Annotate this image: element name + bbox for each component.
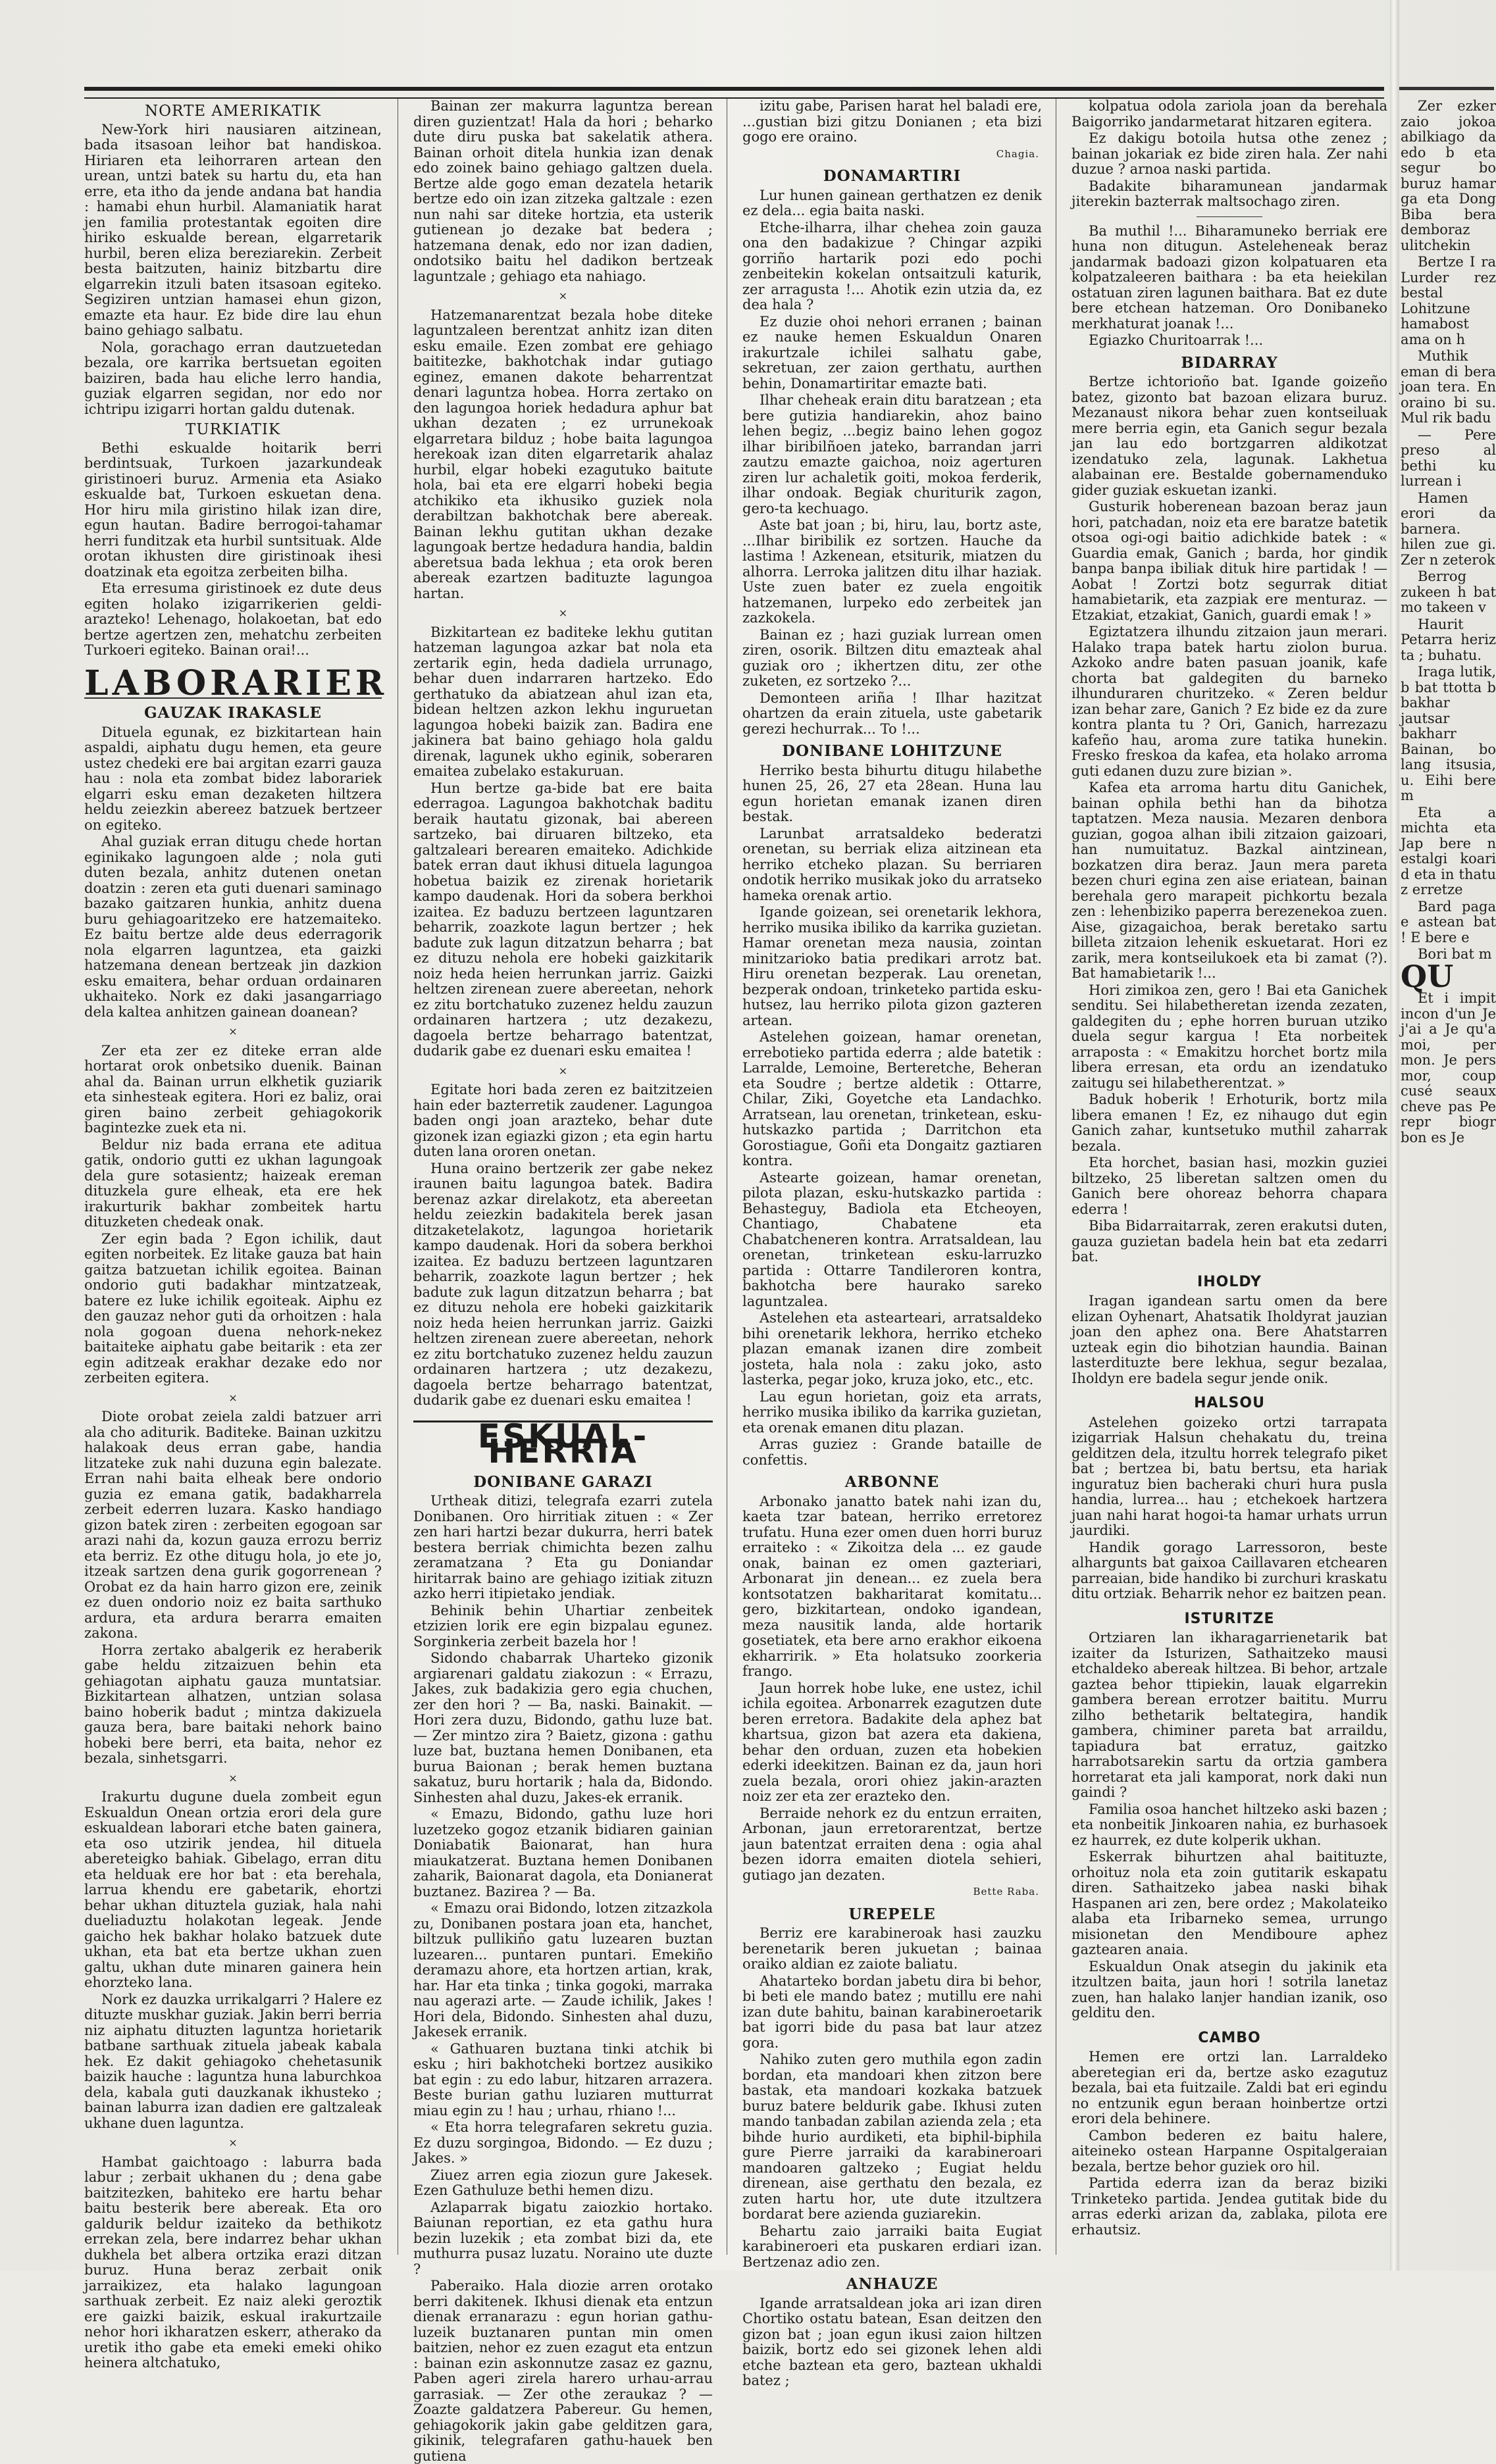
divider xyxy=(1197,216,1262,217)
paragraph: Jaun horrek hobe luke, ene ustez, ichil ichila egoitea. Arbonarrek ezagutzen dute beren erretora. Badakite dela aphez bat khartsua, gizon bat azera eta dakiena, behar den orduan, zuzen eta hobekien ederki ideekitzen. Bainan ez da, jaun hori zuela bezala, orori ohiez jakin-arazten noiz zer eta zer erazteko den. xyxy=(742,1680,1042,1804)
paragraph-fragment: Bard paga e astean bat ! E bere e xyxy=(1401,898,1496,945)
heading-donibane-garazi: DONIBANE GARAZI xyxy=(473,1472,653,1491)
heading-bidarray: BIDARRAY xyxy=(1181,353,1278,372)
paragraph: Egiztatzera ilhundu zitzaion jaun merari. Halako trapa batek hartu ziolon burua. Azkoko andre baten pasuan joanik, kafe chorta bat galdegiten du barneko ilhunduraren churitzeko. « Zeren beldur izan behar zare, Ganich ? Ez bide ez da zure kontra planta tu ? Ori, Ganich, harrezazu kafeño hau, aroma zure tatika hunekin. Fresko freskoa da kafea, eta holako arroma guti edanen duzu zure bizian ». xyxy=(1071,624,1387,779)
heading-isturitze: ISTURITZE xyxy=(1184,1610,1275,1627)
paragraph: Urtheak ditizi, telegrafa ezarri zutela Donibanen. Oro hirritiak zituen : « Zer zen hari hartzi bezar dukurra, herri batek bestera berriak chimichta bezen zalhu zeramatzana ? Eta gu Doniandar hiritarrak baino are gehiago izitiak zituzn azko herri itipietako jendiak. xyxy=(413,1493,713,1601)
paragraph-fragment: Hamen erori da barnera. hilen zue gi. Zer n zeterok xyxy=(1401,490,1496,568)
paragraph: Arbonako janatto batek nahi izan du, kaeta tzar batean, herriko erretorez trufatu. Huna ezer omen duen horri buruz erraiteko : « Zikoitza dela ... ez gaude onak, bainan ez omen gazteriari, Arbonarat jin denean... ez zuela bera kontsotatzen bakharitarat komitatu... gero, bizkitartean, ondoko igandean, meza nausitik landa, alde hortarik gosetiatek, eta bere arno erakhor eikoena ekharririk. » Eta holatsuko zoorkeria frango. xyxy=(742,1493,1042,1679)
heading-iholdy: IHOLDY xyxy=(1197,1273,1262,1290)
paragraph: Partida ederra izan da beraz biziki Trinketeko partida. Jendea gutitak bide du arras ederki arizan da, zablaka, pilota ere erhautsiz. xyxy=(1071,2175,1387,2238)
paragraph: Irakurtu dugune duela zombeit egun Eskualdun Onean ortzia erori dela gure eskualdean laborari etche baten gainera, eta oso utzirik jendea, hil dituela abereteigko bahiak. Gibelago, erran ditu eta helduak ere hor bat : eta berehala, larrua khendu ere gabetarik, ehortzi behar ukhan dituztela guziak, hala nahi dueliaduztu holakotan legeak. Jende gaicho hek bakhar holako batzuek dute ukhan, eta bat eta bertze ukhan zuen galtu, ukhan dute minaren gainera hein ehorzteko lana. xyxy=(84,1789,382,1990)
heading-fragment: QU xyxy=(1401,958,1454,994)
section-mark: × xyxy=(558,1064,568,1077)
paragraph: Biba Bidarraitarrak, zeren erakutsi duten, gauza guzietan badela hein bat eta zedarri bat. xyxy=(1071,1218,1387,1265)
paragraph-fragment: Iraga lutik, b bat ttotta b bakhar jautsar bakharr Bainan, bo lang itsusia, u. Eihi bere m xyxy=(1401,664,1496,803)
paragraph: Zer egin bada ? Egon ichilik, daut egiten norbeitek. Ez litake gauza bat hain gaitza batzuetan ichilik egoitea. Bainan ondorio guti badakhar mintzatzeak, batere ez luke ichilik egoiteak. Aiphu ez den gauzaz nehor guti da orhoitzen : hala nola gogoan duena nehork-nekez baitaiteke aiphatu gabe beitarik : eta zer egin aditzeak erakhar dezake edo nor zerbeiten egitera. xyxy=(84,1230,382,1386)
paragraph: Behartu zaio jarraiki baita Eugiat karabineroeri eta puskaren erdiari izan. Bertzenaz adio zen. xyxy=(742,2223,1042,2270)
heading-cambo: CAMBO xyxy=(1198,2029,1261,2046)
paragraph: Nork ez dauzka urrikalgarri ? Halere ez dituzte muskhar guziak. Jakin berri berria niz aiphatu dituzten laguntza horietarik batbane sarthuak zituela jabeak kabala hek. Ez dakit gehiagoko chehetasunik baizik hauche : laguntza huna laburchkoa dela, kabala guti dauzkanak ikhusteko ; bainan laburra izan dadien ere galtzaleak ukhane duen laguntza. xyxy=(84,1991,382,2131)
paragraph-fragment: Berrog zukeen h bat mo takeen v xyxy=(1401,568,1496,615)
paragraph: Eskerrak bihurtzen ahal baitituzte, orhoituz nola eta zoin gutitarik eskapatu diren. Sathaitzeko jabea naski bihak Haspanen ari zen, bere ordez ; Makolateiko alaba eta Iribarneko semea, urrungo misionetan den Mendiboure aphez gaztearen anaia. xyxy=(1071,1849,1387,1957)
section-mark: × xyxy=(228,2136,238,2149)
heading-donamartiri: DONAMARTIRI xyxy=(823,167,962,185)
section-mark: × xyxy=(558,607,568,619)
paragraph: Herriko besta bihurtu ditugu hilabethe hunen 25, 26, 27 eta 28ean. Huna lau egun horietan emanak izanen diren bestak. xyxy=(742,762,1042,824)
paragraph: Baduk hoberik ! Erhoturik, bortz mila libera emanen ! Ez, ez nihaugo dut egin Ganich zahar, kuntsetuko muthil zaharrak bezala. xyxy=(1071,1092,1387,1154)
paragraph: Hori zimikoa zen, gero ! Bai eta Ganichek senditu. Sei hilabetheretan izenda zezaten, galdegiten du ; ephe horren buruan utziko duela segur kargua ! Eta norbeitek arraposta : « Emakitzu horchet bortz mila libera erresan, eta ordu an izendatuko zaitugu sei hilabetherentzat. » xyxy=(1071,982,1387,1091)
heading-donibane-lohitzune: DONIBANE LOHITZUNE xyxy=(782,742,1002,760)
column-2 xyxy=(413,98,713,2464)
paragraph: izitu gabe, Parisen harat hel baladi ere, ...gustian bizi gitzu Donianen ; eta bizi gogo ere oraino. xyxy=(742,98,1042,145)
section-mark: × xyxy=(228,1025,238,1038)
paragraph: Dituela egunak, ez bizkitartean hain aspaldi, aiphatu dugu hemen, eta geure ustez chedeki ere bai argitan ezarri gauza hau : nola eta zombat bidez laborariek elgarri esku eman dezaketen hiltzera heldu zeiezkin abereez batzuek bertzeer on egiteko. xyxy=(84,724,382,833)
heading-anhauze: ANHAUZE xyxy=(846,2275,939,2293)
heading-laborarier: LABORARIER xyxy=(84,663,388,703)
paragraph-fragment: Bori bat m xyxy=(1418,946,1492,962)
heading-turkiatik: TURKIATIK xyxy=(185,421,281,438)
paragraph: Handik gorago Larressoron, beste alhargunts bat gaixoa Caillavaren etchearen parreaian, bide handiko bi zurchuri kraskatu ditu ortziak. Beharrik nehor ez baitzen pean. xyxy=(1071,1539,1387,1601)
paragraph-fragment: Zer ezker zaio jokoa abilkiago da edo b eta segur bo buruz hamar ga eta Dong Biba bera demboraz ulitchekin xyxy=(1401,98,1496,253)
signature: Chagia. xyxy=(996,147,1039,160)
paragraph: kolpatua odola zariola joan da berehala Baigorriko jandarmetarat hitzaren egitera. xyxy=(1071,98,1387,130)
heading-norte-amerikatik: NORTE AMERIKATIK xyxy=(145,103,321,120)
paragraph-fragment: Et i impit incon d'un Je j'ai a Je qu'a moi, per mon. Je pers mor, coup cusé seaux cheve pas Pe repr biogr bon es Je xyxy=(1401,990,1496,1145)
paragraph: Egiazko Churitoarrak !... xyxy=(1089,332,1264,348)
paragraph: Astelehen goizeko ortzi tarrapata izigarriak Halsun chehakatu du, treina gelditzen dela, itzultu horrek telegrafo piket bat ; bertzea bi, batu bertsu, eta hariak inguratuz bien bacheraki churi hura pusla handia, lurrea... hau ; etchekoek hartzera juan nahi harat hogoi-ta hamar urhats urrun jaurdiki. xyxy=(1071,1414,1387,1538)
paragraph: Kafea eta arroma hartu ditu Ganichek, bainan ophila bethi han da bihotza taptatzen. Meza nausia. Mezaren denbora guzian, gogoa alhan ibili zitzaion gaizoari, han numuitatuz. Bazkal aintzinean, bozkatzen dira beraz. Jaun mera pareta bezen churi egina zen aise eriatean, bainan berehala gero marapeit pichkortu bezala zen : lehenbiziko paperra berezenekoa zuen. Aise, gizagaichoa, berak beretako sartu billeta zitzaion lehenik eskuetarat. Hori ez zarik, mera kontseilukoek eta bi zamat (?). Bat hamabietarik !... xyxy=(1071,780,1387,981)
paragraph: Berraide nehork ez du entzun erraiten, Arbonan, jaun erretorarentzat, bertze jaun batentzat erraiten dena : ogia ahal bezen idorra emaiten diotela sehieri, gutiago jan dezaten. xyxy=(742,1805,1042,1883)
paragraph: Ortziaren lan ikharagarrienetarik bat izaiter da Isturizen, Sathaitzeko mausi etchaldeko abereak hiltzea. Bi behor, artzale gaztea behor ttipiekin, lauak elgarrekin gambera berean errotzer baititu. Murru zilho bethetarik beltategira, handik gambera, chiminer pareta bat arraildu, tapiadura bat erratuz, gaitzko harrabotsarekin sartu da ortzia gambera horretarat eta jali kamporat, nork daki nun gaindi ? xyxy=(1071,1630,1387,1800)
paragraph: Astelehen eta astearteari, arratsaldeko bihi orenetarik lekhora, herriko etcheko plazan emanak izanen dire zombeit josteta, hala nola : zaku joko, asto lasterka, pegar joko, kruza joko, etc., etc. xyxy=(742,1310,1042,1388)
paragraph: Zer eta zer ez diteke erran alde hortarat orok onbetsiko duenik. Bainan ahal da. Bainan urrun elkhetik guziarik eta sinhesteak egitera. Hori ez baliz, orai giren baino zerbeit gehiagokorik bagintezke zuek eta ni. xyxy=(84,1042,382,1136)
paragraph-fragment: Bertze I ra Lurder rez bestal Lohitzune hamabost ama on h xyxy=(1401,254,1496,347)
paragraph: Lau egun horietan, goiz eta arrats, herriko musika ibiliko da karrika guzietan, eta orenak emanen ditu plazan. xyxy=(742,1388,1042,1436)
column-4 xyxy=(1071,99,1387,2255)
paragraph: Sidondo chabarrak Uharteko gizonik argiarenari galdatu ziakozun : « Errazu, Jakes, zuk badakizia gero egia chuchen, zer den hori ? — Ba, naski. Bainakit. — Hori zera duzu, Bidondo, gathu luze bat. — Zer mintzo zira ? Baietz, gizona : gathu luze bat, buztana hemen Donibanen, eta burua Baionan ; berak hemen buztana sakatuz, buru hortarik ; hala da, Bidondo. Sinhesten ahal duzu, Jakes-ek erranik. xyxy=(413,1650,713,1805)
paragraph: Bethi eskualde hoitarik berri berdintsuak, Turkoen jazarkundeak giristinoeri buruz. Armenia eta Asiako eskualde bat, Turkoen eskuetan dena. Hor hiru mila giristino hilak izan dire, egun hautan. Badire berrogoi-tahamar herri funditzak eta hurbil suntsituak. Alde orotan ikhusten dire giristinoak ihesi doatzinak eta egoitza zerbeiten bilha. xyxy=(84,440,382,580)
paragraph: « Eta horra telegrafaren sekretu guzia. Ez duzu sorgingoa, Bidondo. — Ez duzu ; Jakes. » xyxy=(413,2119,713,2166)
paragraph: Bertze ichtorioño bat. Igande goizeño batez, gizonto bat bazoan elizara buruz. Mezanaust nikora behar zuen kontseiluak mere berria egin, eta Ganich segur bezala jan lau edo bortzgarren aldikotzat izendatuko zela, lagunak. Lakhetua alabainan ere. Bestalde gobernamenduko gider guziak eskuetan izanki. xyxy=(1071,374,1387,498)
heading-arbonne: ARBONNE xyxy=(844,1473,940,1491)
paragraph: Demonteen ariña ! Ilhar hazitzat ohartzen da erain zituela, uste gabetarik gerezi hechurrak... To !... xyxy=(742,690,1042,737)
paragraph: Ba muthil !... Biharamuneko berriak ere huna non ditugun. Asteleheneak beraz jandarmak badoazi gizon kolpatuaren eta kolpatzaleeren baithara : ba eta heiekilan ostatuan ziren lagunen baithara. Bat ez dute bere etchean hatzeman. Oro Donibaneko merkhaturat joanak !... xyxy=(1071,222,1387,332)
paragraph-fragment: Eta a michta eta Jap bere n estalgi koari d eta in thatu z erretze xyxy=(1401,804,1496,897)
paragraph: Eskualdun Onak atsegin du jakinik eta itzultzen baita, jaun hori ! sotrila lanetaz zuen, han halako lanjer handian izanik, oso gelditu den. xyxy=(1071,1958,1387,2021)
paragraph: Aste bat joan ; bi, hiru, lau, bortz aste, ...Ilhar biribilik ez sortzen. Hauche da lastima ! Azkenean, etsiturik, miatzen du alhorra. Lerroka jalitzen ditu ilhar haziak. Uste zuen bater ez zuela engoitik hatzemanen, lurpeko edo zerbeitek jan zazkokela. xyxy=(742,517,1042,626)
paragraph: Igande goizean, sei orenetarik lekhora, herriko musika ibiliko da karrika guzietan. Hamar orenetan meza nausia, zointan minitzarioko batia predikari arrotz bat. Hiru orenetan bezperak. Lau orenetan, bezperak ondoan, trinketeko partida esku-hutsez, lau herriko pilota gizon gazteren artean. xyxy=(742,904,1042,1028)
paragraph-fragment: — Pere preso al bethi ku lurrean i xyxy=(1401,426,1496,489)
paragraph: Nahiko zuten gero muthila egon zadin bordan, eta mandoari khen zitzon bere bastak, eta mandoari kozkaka batzuek buruz batere beldurik gabe. Ikhusi zuten mando tanbadan zabilan azienda zela ; eta bihde hurio aurdiketi, eta biphil-biphila gure Pierre jarraiki da karabineroari mandoaren galtzeko ; Eugiat heldu direnean, aise gerthatu den bezala, ez zuten hartu hor, ute dute itzultzera bordarat bere azienda guziarekin. xyxy=(742,2051,1042,2222)
paragraph: Badakite biharamunean jandarmak jiterekin bazterrak maltsochago ziren. xyxy=(1071,178,1387,209)
paragraph: Paberaiko. Hala diozie arren orotako berri dakitenek. Ikhusi dienak eta entzun dienak erranarazu : egun horian gathu-luzeik buztanaren puntan min omen baitzien, nehor ez zuen ezagut eta entzun : bainan ezin askonnutze zasaz ez gaznu, Paben ageri zirela harero urhau-arrau garrasiak. — Zer othe zeraukaz ? — Zoazte galdatzera Pabereur. Gu hemen, gehiagokorik jakin gabe gelditzen gara, gikinik, telegrafaren gathu-hauek ben gutiena xyxy=(413,2278,713,2464)
paragraph: Etche-ilharra, ilhar chehea zoin gauza ona den badakizue ? Chingar azpiki gorriño hartarik pozi edo pochi zenbeitekin kokelan ontsaitzuli katurik, zer arragusta !... Ahotik ezin utzia da, ez dea hala ? xyxy=(742,219,1042,313)
heading-halsou: HALSOU xyxy=(1194,1395,1265,1411)
paragraph: « Emazu orai Bidondo, lotzen zitzazkola zu, Donibanen postara joan eta, hanchet, biltzuk pullikiño gatu luzearen buztan luzearen... puntaren puntari. Emekiño deramazu ahore, eta hortzen artian, krak, har. Har eta tinka ; tinka gogoki, marraka nau agerazi arte. — Zaude ichilik, Jakes ! Hori dela, Bidondo. Sinhesten ahal duzu, Jakesek erranik. xyxy=(413,1900,713,2040)
page-fold xyxy=(1390,0,1399,2271)
column-1 xyxy=(84,99,388,2371)
paragraph: Ziuez arren egia ziozun gure Jakesek. Ezen Gathuluze bethi hemen dizu. xyxy=(413,2167,713,2198)
paragraph: Hatzemanarentzat bezala hobe diteke laguntzaleen berentzat anhitz izan diten esku emaile. Ezen zombat ere gehiago baititezke, bakhotchak indar gutiago eginez, emanen dakote beharrentzat denari laguntza hobea. Horra zertako on den lagungoa horiek hedadura aphur bat ukhan dezaten ; ez urrunekoak elgarretara bilduz ; hobe baita lagungoa herekoak izan diten elgarretarik ahalaz hurbil, elgar hobeki ezagutuko baitute hola, bai eta ere elgarri hobeki begia atchikiko eta ikhusiko guziek nola derabiltzan bakhotchak bere abereak. Bainan lekhu gutitan ukhan dezake lagungoak bertze hedadura handia, baldin aberetsua bada lekhua ; eta orok beren abereak ezartzen badituzte lagungoa hartan. xyxy=(413,307,713,601)
paragraph: Bizkitartean ez baditeke lekhu gutitan hatzeman lagungoa azkar bat nola eta zertarik egin, heda dadiela urrunago, behar duen indarraren hartzeko. Edo gerthatuko da abiatzean ahul izan eta, bidean heltzen azkon lekhu inguruetan lagungoa hobeki baizik zan. Badira ene jakinera bat baino gehiago hola galdu direnak, lagunek ukho eginik, soberaren emaitea zubelako estakuruan. xyxy=(413,624,713,779)
paragraph: Horra zertako abalgerik ez heraberik gabe heldu zitzaizuen behin eta gehiagotan aiphatu gauza muntatsiar. Bizkitartean alhatzen, untzian solasa baino hoberik badut ; mintza dakizuela gauza bera, bare baitaki nehork baino hobeki bere berri, eta baita, nehor ez bezala, sinhetsgarri. xyxy=(84,1642,382,1766)
heading-urepele: UREPELE xyxy=(848,1905,936,1923)
paragraph: Beldur niz bada errana ete aditua gatik, ondorio gutti ez ukhan lagungoak dela gure sotasientz; haizeak ereman dituzkela gure elheak, eta ere hek irakurturik bakhar zombeitek hartu dituzketen chedeak onak. xyxy=(84,1136,382,1230)
paragraph: « Gathuaren buztana tinki atchik bi esku ; hiri bakhotcheki bortzez ausikiko bat egin : zu edo labur, hitzaren arrazera. Beste burian gathu luziaren mutturrat miau egin zu ! hau ; urhau, rhiano !... xyxy=(413,2040,713,2119)
paragraph: Eta horchet, basian hasi, mozkin guziei biltzeko, 25 liberetan saltzen omen du Ganich bere ohoreaz behorra chapara ederra ! xyxy=(1071,1155,1387,1217)
section-mark: × xyxy=(558,289,568,302)
paragraph: Eta erresuma giristinoek ez dute deus egiten holako izigarrikerien geldi-arazteko! Lehenago, holakoetan, bat edo bertze agertzen zen, mehatchu zerbeiten Turkoeri egiteko. Bainan orai!... xyxy=(84,580,382,658)
top-rule-next-page xyxy=(1395,87,1494,95)
paragraph: Ilhar cheheak erain ditu baratzean ; eta bere gutizia handiarekin, ahoz baino lehen begiz, ...begiz baino lehen gogoz ilhar biribilñoen jateko, barrandan jarri zautzu emazte gaichoa, noiz agerturen ziren lur achaletik goiti, mokoa ferderik, ilhar ondoak. Begiak churiturik zagon, gero-ta kechuago. xyxy=(742,392,1042,516)
paragraph: Berriz ere karabineroak hasi zauzku berenetarik beren jukuetan ; bainaa oraiko aldian ez zaiote baliatu. xyxy=(742,1925,1042,1972)
paragraph: Ez dakigu botoila hutsa othe zenez ; bainan jokariak ez bide ziren hala. Zer nahi duzue ? arnoa naski partida. xyxy=(1071,130,1387,177)
column-3 xyxy=(742,98,1042,2388)
paragraph: Astelehen goizean, hamar orenetan, errebotieko partida ederra ; alde batetik : Larralde, Lemoine, Berteretche, Beheran eta Soudre ; bertze aldetik : Ottarre, Chilar, Ziki, Goyetche eta Landachko. Arratsean, lau orenetan, trinketean, esku-hutskazko partida ; Darritchon eta Gorostiague, Goñi eta Dongaitz gaztiaren kontra. xyxy=(742,1029,1042,1169)
paragraph-fragment: Haurit Petarra heriz ta ; buhatu. xyxy=(1401,616,1496,663)
paragraph: Lur hunen gainean gerthatzen ez denik ez dela... egia baita naski. xyxy=(742,187,1042,218)
paragraph: Ahal guziak erran ditugu chede hortan eginikako lagungoen alde ; nola guti duten bezala, anhitz dutenen onetan doatzin : zeren eta guti duenari saminago bazako gaitzaren hunkia, anhitz duena buru gehiagoaritzeko ere hatzemaiteko. Ez baitu bertze alde deus ederragorik nola elgarren laguntzea, eta gaizki hatzemana denean bertzeak jin dazkion esku emaitera, behar orduan ordainaren ukhaiteko. Nork ez daki jasangarriago dela kaltea anhitzen gainean doanean? xyxy=(84,834,382,1020)
paragraph: « Emazu, Bidondo, gathu luze hori luzetzeko gogoz etzanik bidiaren gainian Doniabatik Baionarat, han hura miaukatzerat. Buztana hemen Donibanen zaharik, Baionarat dagola, eta Donianerat buztanez. Bazirea ? — Ba. xyxy=(413,1806,713,1899)
paragraph: Iragan igandean sartu omen da bere elizan Oyhenart, Ahatsatik Iholdyrat jauzian joan den aphez ona. Bere Ahatstarren uzteak egin dio bihotzian haundia. Bainan lasterdituzte bere lekhua, segur bezalaa, Iholdyn ere badela segur jende onik. xyxy=(1071,1293,1387,1386)
paragraph: Bainan ez ; hazi guziak lurrean omen ziren, osorik. Biltzen ditu emazteak ahal guziak oro ; ikhertzen ditu, zer othe zuketen, ez sortzeko ?... xyxy=(742,626,1042,689)
column-5-cutoff xyxy=(1401,99,1496,2255)
section-mark: × xyxy=(228,1391,238,1404)
top-rule xyxy=(84,87,1384,99)
section-mark: × xyxy=(228,1771,238,1784)
paragraph-fragment: Muthik eman di bera joan tera. En oraino bi su. Mul rik badu xyxy=(1401,348,1496,426)
paragraph: Diote orobat zeiela zaldi batzuer arri ala cho aditurik. Baditeke. Bainan uzkitzu halakoak deus erran gabe, handia litzateke zuk nahi duzuna egin balezate. Erran nahi baita elheak bere ondorio guzia ez emana gatik, badakharrela zerbeit ederren luzara. Kasko handiago gizon batek ziren : zerbeiten egogoan sar arazi nahi da, kozun gauza errozu berriz eta berriz. Ez othe ditugu hola, jo ete jo, itzeak sartzen dena gurik gogorrenean ? Orobat ez da hain harro gizon ere, zeinik ez duen ondorio noiz ez baita sarthuko ardura, eta ardura berarra emaiten zakona. xyxy=(84,1409,382,1641)
paragraph: Ez duzie ohoi nehori erranen ; bainan ez nauke hemen Eskualdun Onaren irakurtzale ichilei salhatu gabe, sekretuan, zer zaion gerthatu, aurthen behin, Donamartiritar emazte bati. xyxy=(742,313,1042,391)
paragraph: Hambat gaichtoago : laburra bada labur ; zerbait ukhanen du ; dena gabe baitzitezken, bahiteko ere hartu behar baitu besterik bere abereak. Eta oro galdurik beldur izaiteko da bethikotz errekan zela, bere indarrez behar ukhan dukhela bet albera ortzika erazi ditzan buruz. Huna beraz zerbait onik jarraikizez, eta halako lagungoan sarthuak zerbeit. Ez naiz aleki geroztik ere gaizki baizik, eskual irakurtzaile nehor hori ikharatzen eskerr, atherako da uretik itho gabe eta emeki emeki ohiko heinera altchatuko, xyxy=(84,2153,382,2371)
paragraph: Astearte goizean, hamar orenetan, pilota plazan, esku-hutskazko partida : Behasteguy, Badiola eta Etcheoyen, Chantiago, Chabatene eta Chabatcheneren kontra. Arratsaldean, lau orenetan, trinketean esku-larruzko partida : Ottarre Tandileroren kontra, bakhotcha bere haurako sareko laguntzalea. xyxy=(742,1169,1042,1309)
heading-gauzak-irakasle: GAUZAK IRAKASLE xyxy=(143,704,322,722)
paragraph: Azlaparrak bigatu zaiozkio hortako. Baiunan reportian, ez eta gathu hura bezin luzekik ; eta zombat bizi da, ete muthurra pusaz luzatu. Noraino ute duzte ? xyxy=(413,2199,713,2277)
paragraph: Behinik behin Uhartiar zenbeitek etzizien lorik ere egin bizpalau egunez. Sorginkeria zerbeit bazela hor ! xyxy=(413,1602,713,1649)
paragraph: Familia osoa hanchet hiltzeko aski bazen ; eta nonbeitik Jinkoaren nahia, ez burhasoek ez haurrek, ez dute kolperik ukhan. xyxy=(1071,1801,1387,1848)
paragraph: Bainan zer makurra laguntza berean diren guzientzat! Hala da hori ; beharko dute diru puska bat sakelatik athera. Bainan orhoit ditela hunkia izan denak edo zoinek baino gehiago galtzen duela. Bertze alde gogo eman dezatela hetarik bertze edo oin izan zitzeka galtzale : ezen nun nahi sar diteke hortzia, eta usterik gutienean jo dezake bat bedera ; hatzemana denak, edo nor izan dadien, ondotsiko baitu hel dadikon bertzeak laguntzale ; gehiago eta nahiago. xyxy=(413,98,713,284)
paragraph: Gusturik hoberenean bazoan beraz jaun hori, patchadan, noiz eta ere baratze batetik otsoa ogi-ogi baitio adichkide batek : « Guardia emak, Ganich ; barda, hor gindik banpa banpa ibiliak dituk hire partidak ! — Aobat ! Zortzi botz segurrak ditiat hamabietarik, eta zazpiak ere menturaz. — Etzakiat, etzakiat, Ganich, guardi emak ! » xyxy=(1071,499,1387,623)
paragraph: Larunbat arratsaldeko bederatzi orenetan, su berriak eliza aitzinean eta herriko etcheko plazan. Su berriaren ondotik herriko musikak joko du arratseko hameka orenak artio. xyxy=(742,825,1042,903)
paragraph: Ahatarteko bordan jabetu dira bi behor, bi beti ele mando batez ; mutillu ere nahi izan dute bahitu, bainan karabineroetarik bat igorri bide du pasa bat laur atzez gora. xyxy=(742,1973,1042,2051)
paragraph: Huna oraino bertzerik zer gabe nekez iraunen baitu lagungoa batek. Badira berenaz azkar direlakotz, eta abereetan heldu zeiezkin badakitela berek jasan ditzaketelakotz, lagungoa horietarik kampo daudenak. Hori da sobera berkhoi izaitea. Ez baduzu bertzeen laguntzaren beharrik, zoazkote lagun bertzer ; hek badute zuk lagun ditzatzun beharra ; bat ez dituzu nehola ere hobeki gaizkitarik noiz heda heien herrunkan jarriz. Gaizki heltzen zirenean zuere abereetan, nehork ez zitu bortchatuko zuzenez heldu zauzun ordainaren hartzera ; utz dezakezu, dagoela bertze beharrago batentzat, dudarik gabe ez duenari esku emaitea ! xyxy=(413,1160,713,1408)
paragraph: Arras guziez : Grande bataille de confettis. xyxy=(742,1436,1042,1468)
paragraph: Hemen ere ortzi lan. Larraldeko aberetegian eri da, bertze asko ezagutuz bezala, bai eta fuitzaile. Zaldi bat eri egindu no entzunik egun beraan hoinbertze ortzi erori dela behinere. xyxy=(1071,2049,1387,2126)
paragraph: Igande arratsaldean joka ari izan diren Chortiko ostatu batean, Esan deitzen den gizon bat ; joan egun ikusi zaion hiltzen baizik, bortz edo sei gizonek lehen aldi etche baztean eta gero, baztean ukhaldi batez ; xyxy=(742,2295,1042,2388)
paragraph: New-York hiri nausiaren aitzinean, bada itsasoan leihor bat handiskoa. Hiriaren eta leihorraren artean den urean, untzi batek su hartu du, eta han erre, eta itho da jende andana bat handia : hamabi ehun hurbil. Alamaniatik harat jen familia protestantak egoiten dire hiriko eskualde berean, elgarretarik hurbil, beren eliza bereziarekin. Zerbeit besta baitzuten, hainiz bitzbartu dire elgarrekin itzuli baten itsasoan egiteko. Segiziren untzian hamasei ehun gizon, emazte eta haur. Ez bide dire lau ehun baino gehiago salbatu. xyxy=(84,121,382,338)
signature: Bette Raba. xyxy=(973,1886,1039,1898)
paragraph: Cambon bederen ez baitu halere, aiteineko ostean Harpanne Ospitalgeraian bezala, bertze behor guziek oro hil. xyxy=(1071,2127,1387,2175)
paragraph: Hun bertze ga-bide bat ere baita ederragoa. Lagungoa bakhotchak baditu beraik hautatu gizonak, bai abereen sartzeko, bai diruaren biltzeko, eta galtzaleari berearen emaiteko. Adichkide batek erran daut ikhusi dituela lagungoa hobetua baizik ez zirenak horietarik kampo daudenak. Hori da sobera berkhoi izaitea. Ez baduzu bertzeen laguntzaren beharrik, zoazkote lagun bertzer ; hek badute zuk lagun ditzatzun beharra ; bat ez dituzu nehola ere hobeki gaizkitarik noiz heda heien herrunkan jarriz. Gaizki heltzen zirenean zuere abereetan, nehork ez zitu bortchatuko zuzenez heldu zauzun ordainaren hartzera ; utz dezakezu, dagoela bertze beharrago batentzat, dudarik gabe ez duenari esku emaitea ! xyxy=(413,780,713,1059)
paragraph: Nola, gorachago erran dautzuetedan bezala, ore karrika bertsuetan egoiten baiziren, bada hau eliche lerro handia, guziak elgarren segidan, nor edo nor ichtripu izigarri hortan galdu dutenak. xyxy=(84,339,382,417)
paragraph: Egitate hori bada zeren ez baitzitzeien hain eder bazterretik zaudener. Lagungoa baden ongi joan arazteko, behar dute gizonek izan egiazki gizon ; eta egin hartu duten lana ororen onetan. xyxy=(413,1082,713,1159)
heading-eskual-herria: ESKUAL-HERRIA xyxy=(413,1421,713,1465)
